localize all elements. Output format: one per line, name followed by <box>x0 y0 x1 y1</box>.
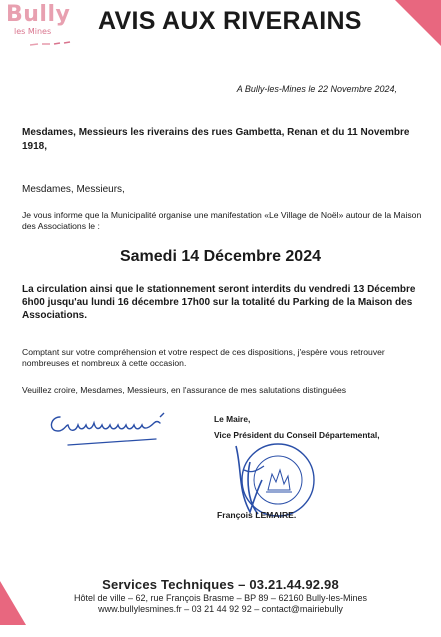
traffic-notice: La circulation ainsi que le stationnement seront interdits du vendredi 13 Décembre 6h00 jusqu'au lundi 16 décembre 17h00 sur la totalité du Parking de la Maison des Associations. <box>22 284 416 321</box>
footer-services-phone: Services Techniques – 03.21.44.92.98 <box>102 577 339 592</box>
place-date: A Bully-les-Mines le 22 Novembre 2024, <box>236 84 397 94</box>
mayor-name: François LEMAIRE. <box>217 510 297 520</box>
logo-subtitle: les Mines <box>14 27 52 36</box>
intro-paragraph: Je vous informe que la Municipalité organise une manifestation «Le Village de Noël» autour de la Maison des Associations le : <box>22 210 422 231</box>
event-date: Samedi 14 Décembre 2024 <box>119 248 321 265</box>
handwritten-cordialement-signature <box>46 403 186 463</box>
addressee: Mesdames, Messieurs les riverains des rues Gambetta, Renan et du 11 Novembre 1918, <box>22 127 410 152</box>
footer-contact: www.bullylesmines.fr – 03 21 44 92 92 – contact@mairiebully <box>98 604 343 614</box>
regards-line: Veuillez croire, Mesdames, Messieurs, en l'assurance de mes salutations distinguées <box>22 385 347 395</box>
logo-decoration-icon <box>30 41 74 49</box>
page-title: AVIS AUX RIVERAINS <box>98 7 362 35</box>
mayor-role: Le Maire, <box>214 414 251 424</box>
mayor-role-secondary: Vice Président du Conseil Départemental, <box>214 430 380 440</box>
footer <box>0 577 441 614</box>
logo-wordmark: Bully <box>6 2 71 27</box>
mayor-titles <box>214 411 380 443</box>
closing-paragraph: Comptant sur votre compréhension et votre respect de ces dispositions, j'espère vous retrouver nombreuses et nombreux à cette occasion. <box>22 347 385 368</box>
footer-address: Hôtel de ville – 62, rue François Brasme – BP 89 – 62160 Bully-les-Mines <box>74 593 367 603</box>
corner-triangle-top-icon <box>395 0 441 46</box>
salutation: Mesdames, Messieurs, <box>22 184 125 195</box>
